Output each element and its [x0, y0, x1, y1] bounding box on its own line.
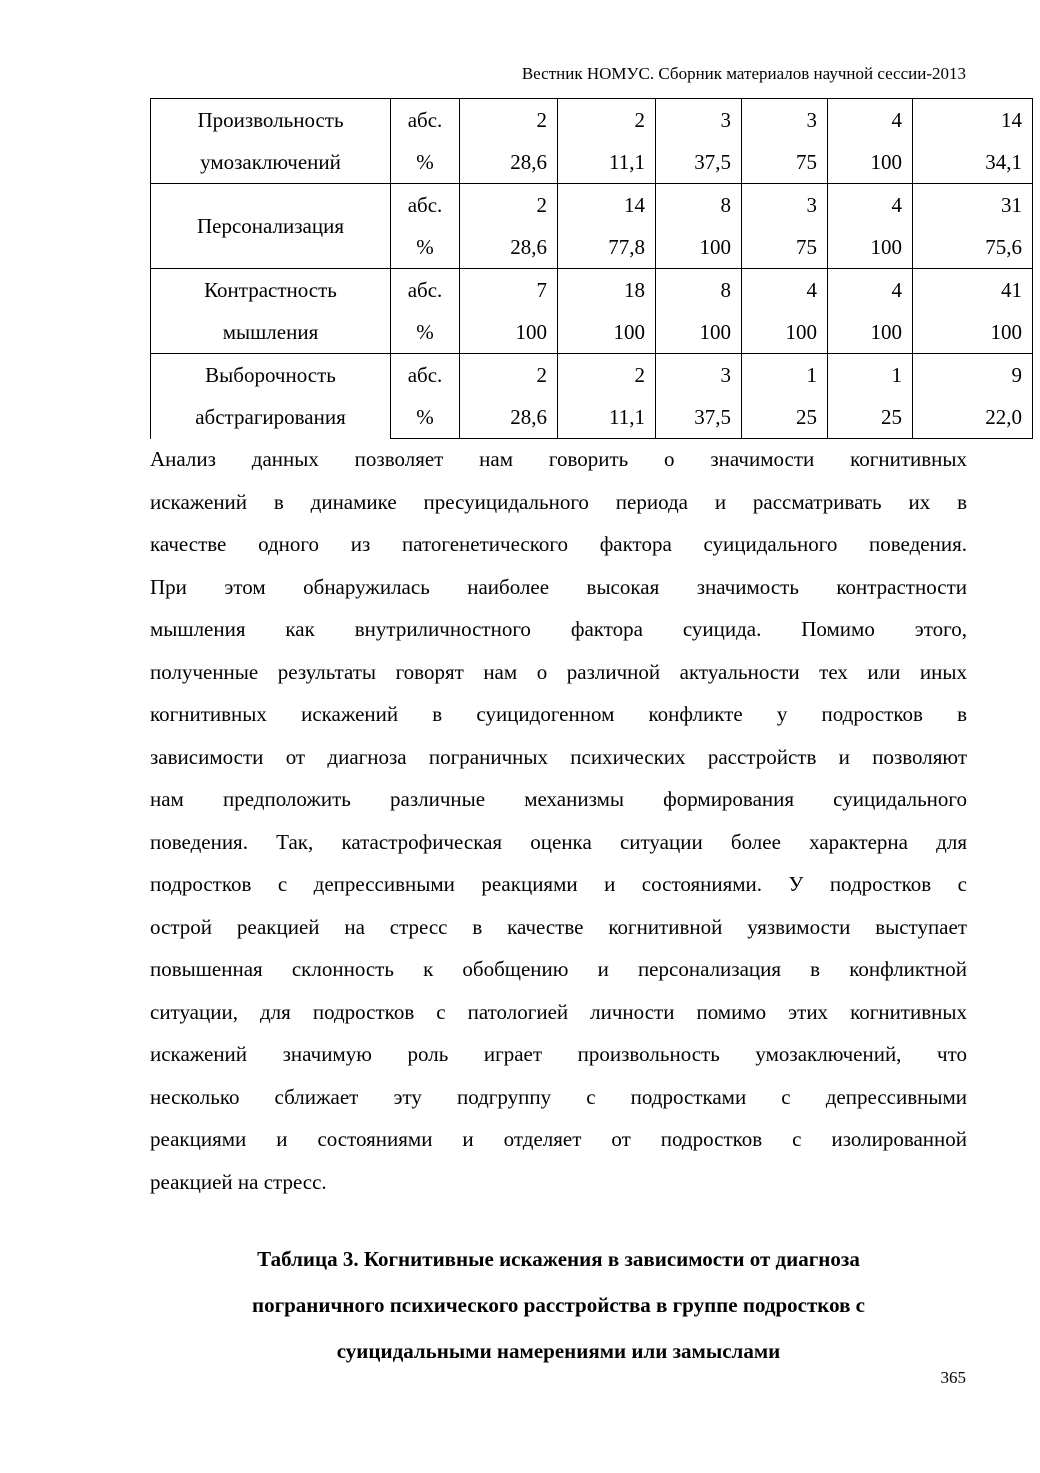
- cell-abs: 4: [828, 269, 913, 312]
- cell-abs: 2: [558, 99, 656, 142]
- table-row: [151, 269, 1033, 312]
- table-body: [151, 99, 1033, 439]
- cell-abs: 2: [460, 354, 558, 397]
- cell-abs: 41: [913, 269, 1033, 312]
- body-paragraph: [150, 438, 967, 1203]
- paragraph-line: зависимости от диагноза пограничных психических расстройств и позволяют: [150, 744, 967, 769]
- cell-pct: 37,5: [656, 141, 742, 184]
- cell-pct: 25: [828, 396, 913, 439]
- paragraph-line: реакцией на стресс.: [150, 1169, 327, 1194]
- cell-abs: 31: [913, 184, 1033, 227]
- row-label-line: Выборочность: [205, 363, 336, 388]
- table-caption: [150, 1236, 967, 1374]
- cell-pct: 100: [558, 311, 656, 354]
- cell-abs: 7: [460, 269, 558, 312]
- cell-pct: 75: [742, 226, 828, 269]
- row-label: [151, 99, 391, 184]
- data-table: [150, 98, 1033, 439]
- cell-pct: 100: [828, 226, 913, 269]
- row-label: [151, 269, 391, 354]
- cell-pct: 11,1: [558, 396, 656, 439]
- unit-abs: абс.: [391, 354, 460, 397]
- caption-line: пограничного психического расстройства в группе подростков с: [251, 1293, 865, 1317]
- paragraph-line: поведения. Так, катастрофическая оценка ситуации более характерна для: [150, 829, 967, 854]
- cell-abs: 3: [742, 184, 828, 227]
- caption-line: Таблица 3. Когнитивные искажения в зависимости от диагноза: [257, 1247, 860, 1271]
- unit-abs: абс.: [391, 269, 460, 312]
- cell-abs: 2: [460, 99, 558, 142]
- unit-pct: %: [391, 226, 460, 269]
- paragraph-line: несколько сближает эту подгруппу с подростками с депрессивными: [150, 1084, 967, 1109]
- paragraph-line: когнитивных искажений в суицидогенном конфликте у подростков в: [150, 702, 967, 726]
- cell-abs: 8: [656, 184, 742, 227]
- row-label-line: абстрагирования: [195, 405, 346, 430]
- cell-abs: 3: [656, 354, 742, 397]
- paragraph-line: ситуации, для подростков с патологией личности помимо этих когнитивных: [150, 999, 967, 1024]
- running-header: Вестник НОМУС. Сборник материалов научной сессии-2013: [521, 64, 966, 83]
- cell-pct: 75: [742, 141, 828, 184]
- table-row: [151, 354, 1033, 397]
- row-label-line: мышления: [222, 320, 319, 344]
- cell-pct: 28,6: [460, 396, 558, 439]
- page-number: 365: [940, 1368, 966, 1387]
- cell-abs: 8: [656, 269, 742, 312]
- cell-pct: 100: [460, 311, 558, 354]
- cell-abs: 4: [742, 269, 828, 312]
- cell-abs: 14: [913, 99, 1033, 142]
- paragraph-line: искажений значимую роль играет произвольность умозаключений, что: [150, 1042, 967, 1066]
- table-row: [151, 184, 1033, 227]
- paragraph-line: качестве одного из патогенетического фактора суицидального поведения.: [150, 532, 967, 556]
- caption-line: суицидальными намерениями или замыслами: [336, 1339, 781, 1363]
- cell-pct: 22,0: [913, 396, 1033, 439]
- unit-pct: %: [391, 311, 460, 354]
- cell-abs: 4: [828, 184, 913, 227]
- row-label-line: Персонализация: [196, 214, 345, 238]
- paragraph-line: повышенная склонность к обобщению и персонализация в конфликтной: [150, 957, 967, 981]
- cell-pct: 100: [828, 311, 913, 354]
- cell-pct: 25: [742, 396, 828, 439]
- paragraph-line: нам предположить различные механизмы формирования суицидального: [150, 787, 967, 811]
- cell-abs: 9: [913, 354, 1033, 397]
- cell-pct: 37,5: [656, 396, 742, 439]
- cell-pct: 100: [656, 311, 742, 354]
- cell-abs: 14: [558, 184, 656, 227]
- row-label-line: умозаключений: [200, 150, 341, 174]
- cell-pct: 100: [913, 311, 1033, 354]
- unit-pct: %: [391, 396, 460, 439]
- cell-pct: 11,1: [558, 141, 656, 184]
- cell-pct: 77,8: [558, 226, 656, 269]
- cell-abs: 2: [558, 354, 656, 397]
- unit-pct: %: [391, 141, 460, 184]
- paragraph-line: подростков с депрессивными реакциями и состояниями. У подростков с: [150, 872, 967, 896]
- paragraph-line: полученные результаты говорят нам о различной актуальности тех или иных: [150, 659, 967, 684]
- cell-pct: 75,6: [913, 226, 1033, 269]
- paragraph-line: При этом обнаружилась наиболее высокая значимость контрастности: [150, 574, 967, 599]
- unit-abs: абс.: [391, 184, 460, 227]
- cell-pct: 100: [656, 226, 742, 269]
- cell-abs: 1: [828, 354, 913, 397]
- row-label-line: Произвольность: [197, 108, 344, 132]
- cell-pct: 100: [828, 141, 913, 184]
- paragraph-line: острой реакцией на стресс в качестве когнитивной уязвимости выступает: [150, 914, 967, 939]
- cell-pct: 100: [742, 311, 828, 354]
- row-label: [151, 184, 391, 269]
- cell-abs: 3: [742, 99, 828, 142]
- paragraph-line: Анализ данных позволяет нам говорить о значимости когнитивных: [150, 447, 967, 471]
- table-row: [151, 99, 1033, 142]
- cell-pct: 34,1: [913, 141, 1033, 184]
- cell-abs: 4: [828, 99, 913, 142]
- row-label: [151, 354, 391, 439]
- paragraph-line: мышления как внутриличностного фактора суицида. Помимо этого,: [150, 617, 967, 641]
- row-label-line: Контрастность: [204, 278, 337, 302]
- paragraph-line: искажений в динамике пресуицидального периода и рассматривать их в: [150, 489, 967, 514]
- unit-abs: абс.: [391, 99, 460, 142]
- cell-abs: 18: [558, 269, 656, 312]
- cell-abs: 2: [460, 184, 558, 227]
- cell-pct: 28,6: [460, 226, 558, 269]
- cell-pct: 28,6: [460, 141, 558, 184]
- cell-abs: 1: [742, 354, 828, 397]
- cell-abs: 3: [656, 99, 742, 142]
- paragraph-line: реакциями и состояниями и отделяет от подростков с изолированной: [150, 1127, 967, 1151]
